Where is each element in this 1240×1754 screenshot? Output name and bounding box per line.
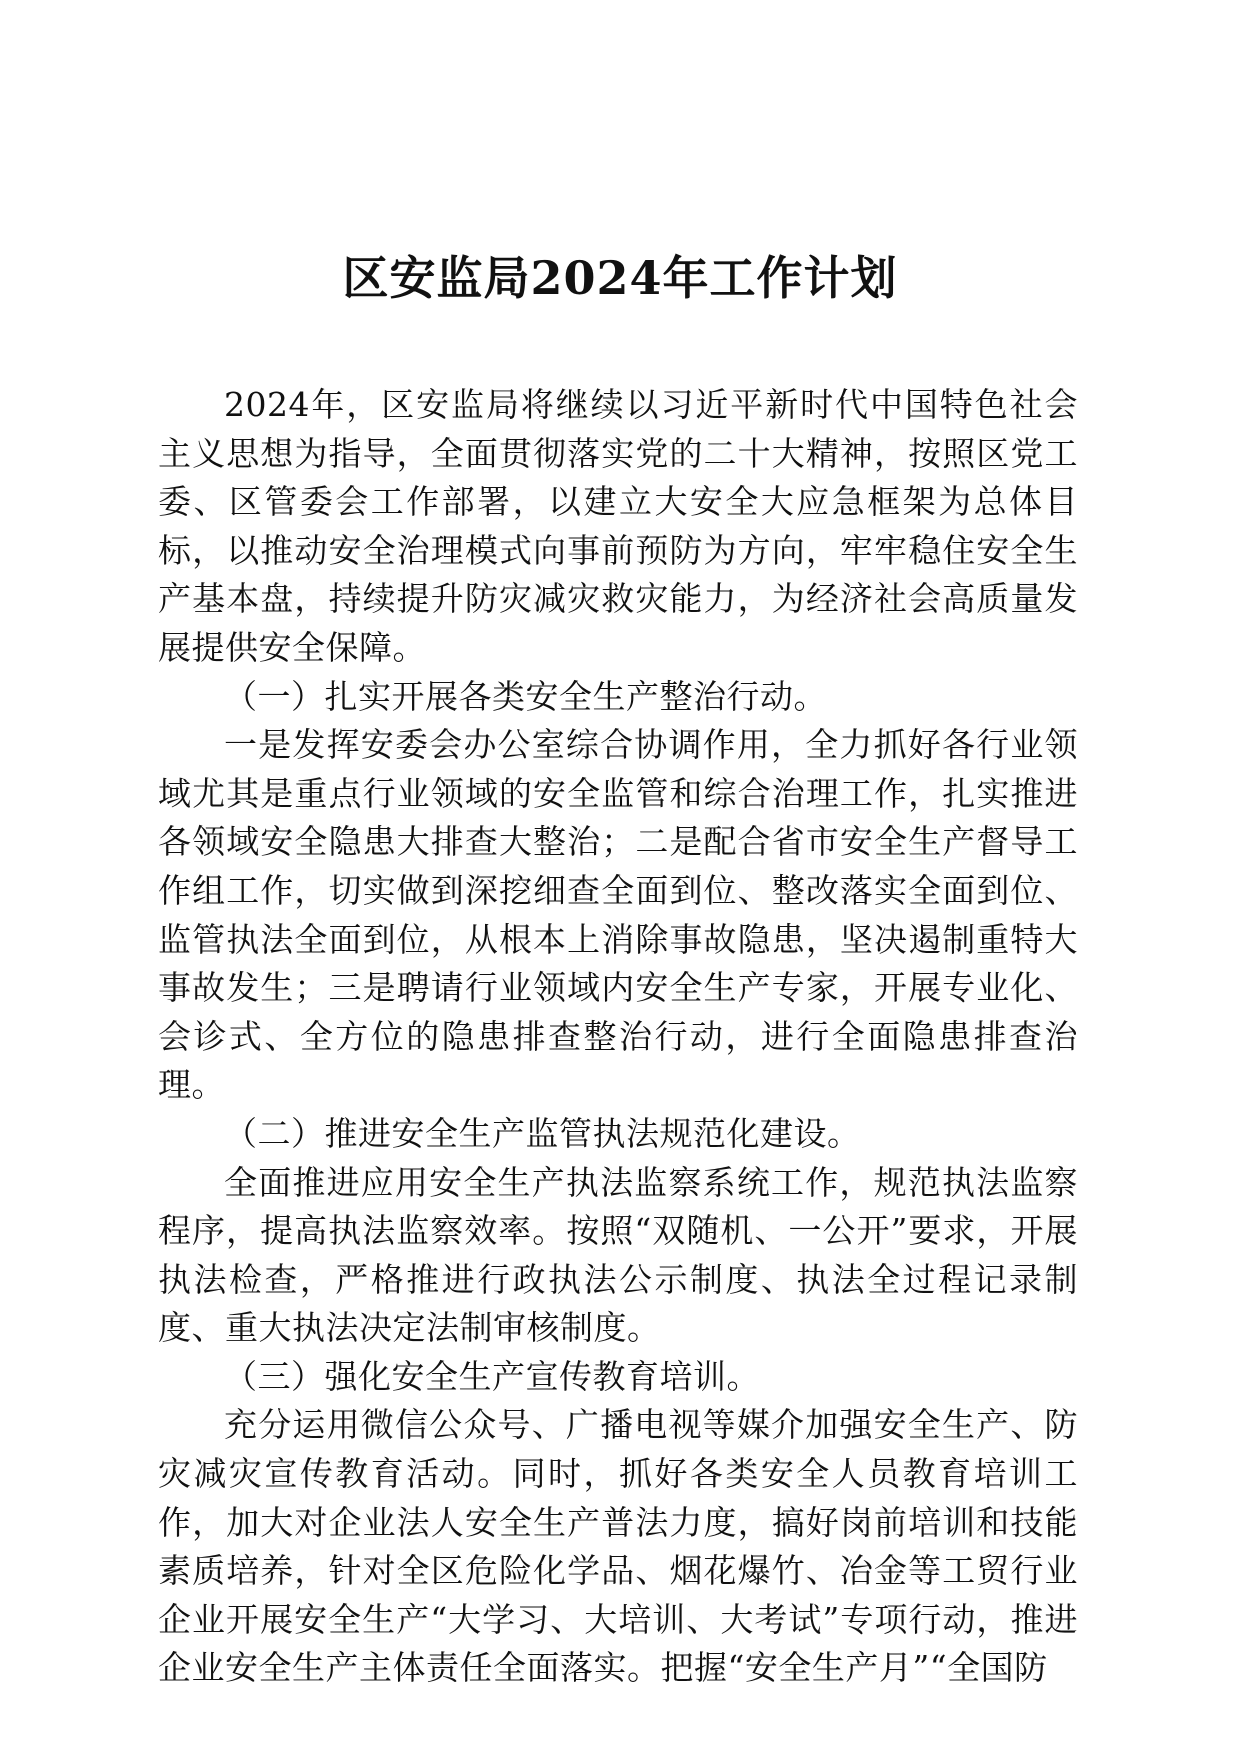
section-heading-1: （一）扎实开展各类安全生产整治行动。 xyxy=(224,676,827,716)
section-heading-2: （二）推进安全生产监管执法规范化建设。 xyxy=(224,1113,861,1153)
document-title: 区安监局2024年工作计划 xyxy=(342,251,898,305)
section-3-paragraph: 充分运用微信公众号、广播电视等媒介加强安全生产、防灾减灾宣传教育活动。同时，抓好各类安全人员教育培训工作，加大对企业法人安全生产普法力度，搞好岗前培训和技能素质培养，针对全区危险化学品、烟花爆竹、冶金等工贸行业企业开展安全生产“大学习、大培训、大考试”专项行动，推进企业安全生产主体责任全面落实。把握“安全生产月”“全国防 xyxy=(158,1405,1078,1688)
section-heading-3: （三）强化安全生产宣传教育培训。 xyxy=(224,1356,760,1396)
section-1-paragraph: 一是发挥安委会办公室综合协调作用，全力抓好各行业领域尤其是重点行业领域的安全监管和综合治理工作，扎实推进各领域安全隐患大排查大整治；二是配合省市安全生产督导工作组工作，切实做到深挖细查全面到位、整改落实全面到位、监管执法全面到位，从根本上消除事故隐患，坚决遏制重特大事故发生；三是聘请行业领域内安全生产专家，开展专业化、会诊式、全方位的隐患排查整治行动，进行全面隐患排查治理。 xyxy=(158,725,1078,1105)
intro-paragraph: 2024年，区安监局将继续以习近平新时代中国特色社会主义思想为指导，全面贯彻落实党的二十大精神，按照区党工委、区管委会工作部署，以建立大安全大应急框架为总体目标，以推动安全治理模式向事前预防为方向，牢牢稳住安全生产基本盘，持续提升防灾减灾救灾能力，为经济社会高质量发展提供安全保障。 xyxy=(158,385,1078,667)
document-body xyxy=(158,381,1078,1693)
section-2-paragraph: 全面推进应用安全生产执法监察系统工作，规范执法监察程序，提高执法监察效率。按照“双随机、一公开”要求，开展执法检查，严格推进行政执法公示制度、执法全过程记录制度、重大执法决定法制审核制度。 xyxy=(158,1162,1078,1348)
